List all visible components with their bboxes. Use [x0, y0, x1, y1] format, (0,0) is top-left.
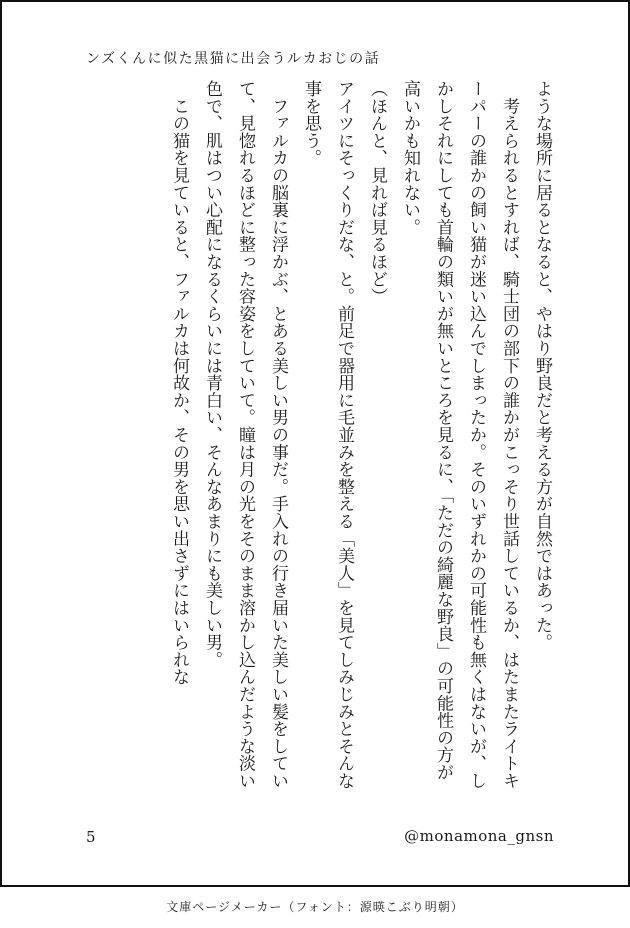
paragraph: ファルカの脳裏に浮かぶ、とある美しい男の事だ。手入れの行き届いた美しい髪をしていて、見惚れるほどに整った容姿をしていて。瞳は月の光をそのまま溶かし込んだような淡い色で、肌はつい心配になるくらいには青白い、そんなあまりにも美しい男。	[202, 80, 288, 790]
paragraph: この猫を見ていると、ファルカは何故か、その男を思い出さずにはいられな	[169, 80, 189, 686]
paragraph: （ほんと、見れば見るほど）	[367, 80, 387, 305]
footer-credit: 文庫ページメーカー（フォント：源暎こぶり明朝）	[166, 900, 464, 914]
vertical-body-text	[78, 80, 558, 796]
paragraph: ような場所に居るとなると、やはり野良だと考える方が自然ではあった。	[532, 80, 552, 651]
page-number: 5	[86, 828, 96, 846]
paragraph: 考えられるとすれば、騎士団の部下の誰かがこっそり世話しているか、はたまたライトキーパーの誰かの飼い猫が迷い込んでしまったか。そのいずれかの可能性も無くはないが、しかしそれにしても首輪の類いが無いところを見るに、「ただの綺麗な野良」の可能性の方が高いかも知れない。	[400, 80, 519, 790]
running-title: ンズくんに似た黒猫に出会うルカおじの話	[86, 51, 381, 67]
paragraph: アイツにそっくりだな、と。前足で器用に毛並みを整える「美人」を見てしみじみとそんな事を思う。	[301, 80, 354, 790]
author-handle: @monamona_gnsn	[404, 827, 554, 845]
